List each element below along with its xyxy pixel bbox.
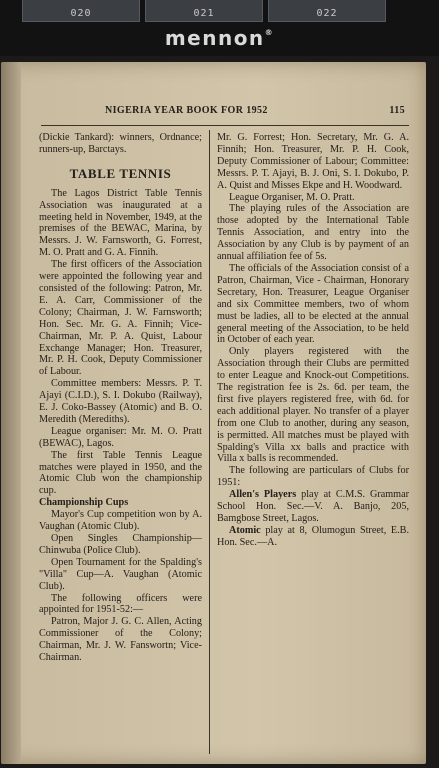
paragraph: Patron, Major J. G. C. Allen, Acting Commissioner of the Colony; Chairman, Mr. J. W. Fanswortn; Vice-Chairman. — [39, 616, 202, 664]
paragraph: League organiser: Mr. M. O. Pratt (BEWAC), Lagos. — [39, 425, 202, 449]
paragraph: The officials of the Association consist of a Patron, Chairman, Vice - Chairman, Honorary Secretary, Hon. Treasurer, League Organiser and six Committee members, two of whom must be ladies, all to be elected at the annual general meeting of the Association, to be held in October of each year. — [217, 262, 409, 346]
brand-name: mennon — [164, 26, 265, 50]
frame-number: 020 — [70, 8, 92, 19]
frame-slot — [145, 0, 263, 22]
left-column — [39, 132, 202, 664]
paragraph: The first Table Tennis League matches were played in 1950, and the Atomic Club won the championship cup. — [39, 449, 202, 497]
header-rule — [41, 125, 409, 126]
scanner-frame-strip — [0, 0, 439, 56]
club-details: play at 8, Olumogun Street, E.B. Hon. Sec.—A. — [217, 524, 409, 548]
frame-number: 022 — [316, 8, 338, 19]
right-column — [217, 132, 409, 549]
book-page — [1, 62, 426, 764]
paragraph: Mr. G. Forrest; Hon. Secretary, Mr. G. A. Finnih; Hon. Treasurer, Mr. P. H. Cook, Deputy Commissioner of Labour; Committee: Messrs. P. T. Ajayi, B. J. Oni, S. I. Dokubo, P. A. Quist and Misses Ekpe and H. Woodward. — [217, 132, 409, 191]
club-details: play at C.M.S. Grammar School Hon. Sec.—V. A. Banjo, 205, Bamgbose Street, Lagos. — [217, 489, 409, 524]
paragraph: Mayor's Cup competition won by A. Vaughan (Atomic Club). — [39, 509, 202, 533]
paragraph: The Lagos District Table Tennis Association was inaugurated at a meeting held in November, 1949, at the premises of the BEWAC, Marina, by Messrs. J. W. Farnsworth, G. Forrest, M. O. Pratt and G. A. Finnih. — [39, 187, 202, 259]
scanner-brand-logo — [0, 26, 439, 50]
page-gutter — [1, 62, 21, 764]
paragraph: Open Tournament for the Spalding's "Villa" Cup—A. Vaughan (Atomic Club). — [39, 556, 202, 592]
page-number: 115 — [389, 105, 405, 116]
paragraph: Only players registered with the Association through their Clubs are permitted to enter League and Knock-out Competitions. The registration fee is 2s. 6d. per team, the first five players registered free, with 6d. for each additional player. No transfer of a player from one Club to another, during any season, is permitted. All matches must be played with Spalding's Villa xx balls and practice with Villa x balls is recommended. — [217, 346, 409, 465]
frame-slot — [22, 0, 140, 22]
club-name: Allen's Players — [229, 489, 297, 501]
club-entry — [217, 525, 409, 549]
paragraph: League Organiser, M. O. Pratt. — [229, 191, 355, 203]
paragraph: The playing rules of the Association are those adopted by the International Table Tennis Association, and entry into the Association by any Club is by payment of an annual affiliation fee of 5s. — [217, 203, 409, 263]
running-title: NIGERIA YEAR BOOK FOR 1952 — [105, 105, 268, 116]
column-divider — [209, 130, 210, 754]
paragraph: The first officers of the Association were appointed the following year and consisted of the following: Patron, Mr. E. A. Carr, Commissioner of the Colony; Chairman, J. W. Farnsworth; Hon. Sec. Mr. G. A. Finnih; Vice-Chairman, Mr. P. A. Quist, Labour Exchange Manager; Hon. Treasurer, Mr. P. H. Cook, Deputy Commissioner of Labour. — [39, 259, 202, 378]
paragraph: Committee members: Messrs. P. T. Ajayi (C.I.D.), S. I. Dokubo (Railway), E. J. Coko-Bassey (Atomic) and B. O. Meredith (Merediths). — [39, 378, 202, 425]
frame-slot — [268, 0, 386, 22]
paragraph: The following are particulars of Clubs for 1951: — [217, 465, 409, 489]
page-header — [41, 105, 409, 119]
intro-paragraph: (Dickie Tankard): winners, Ordnance; runners-up, Barctays. — [39, 132, 202, 155]
frame-number: 021 — [193, 8, 215, 19]
section-heading: TABLE TENNIS — [69, 165, 172, 181]
club-entry — [217, 489, 409, 525]
subheading: Championship Cups — [39, 497, 129, 509]
frame-counter-row — [0, 0, 439, 24]
paragraph: Open Singles Championship—Chinwuba (Police Club). — [39, 533, 202, 556]
club-name: Atomic — [229, 524, 261, 536]
registered-mark: ® — [264, 28, 275, 37]
paragraph: The following officers were appointed for 1951-52:— — [39, 592, 202, 616]
